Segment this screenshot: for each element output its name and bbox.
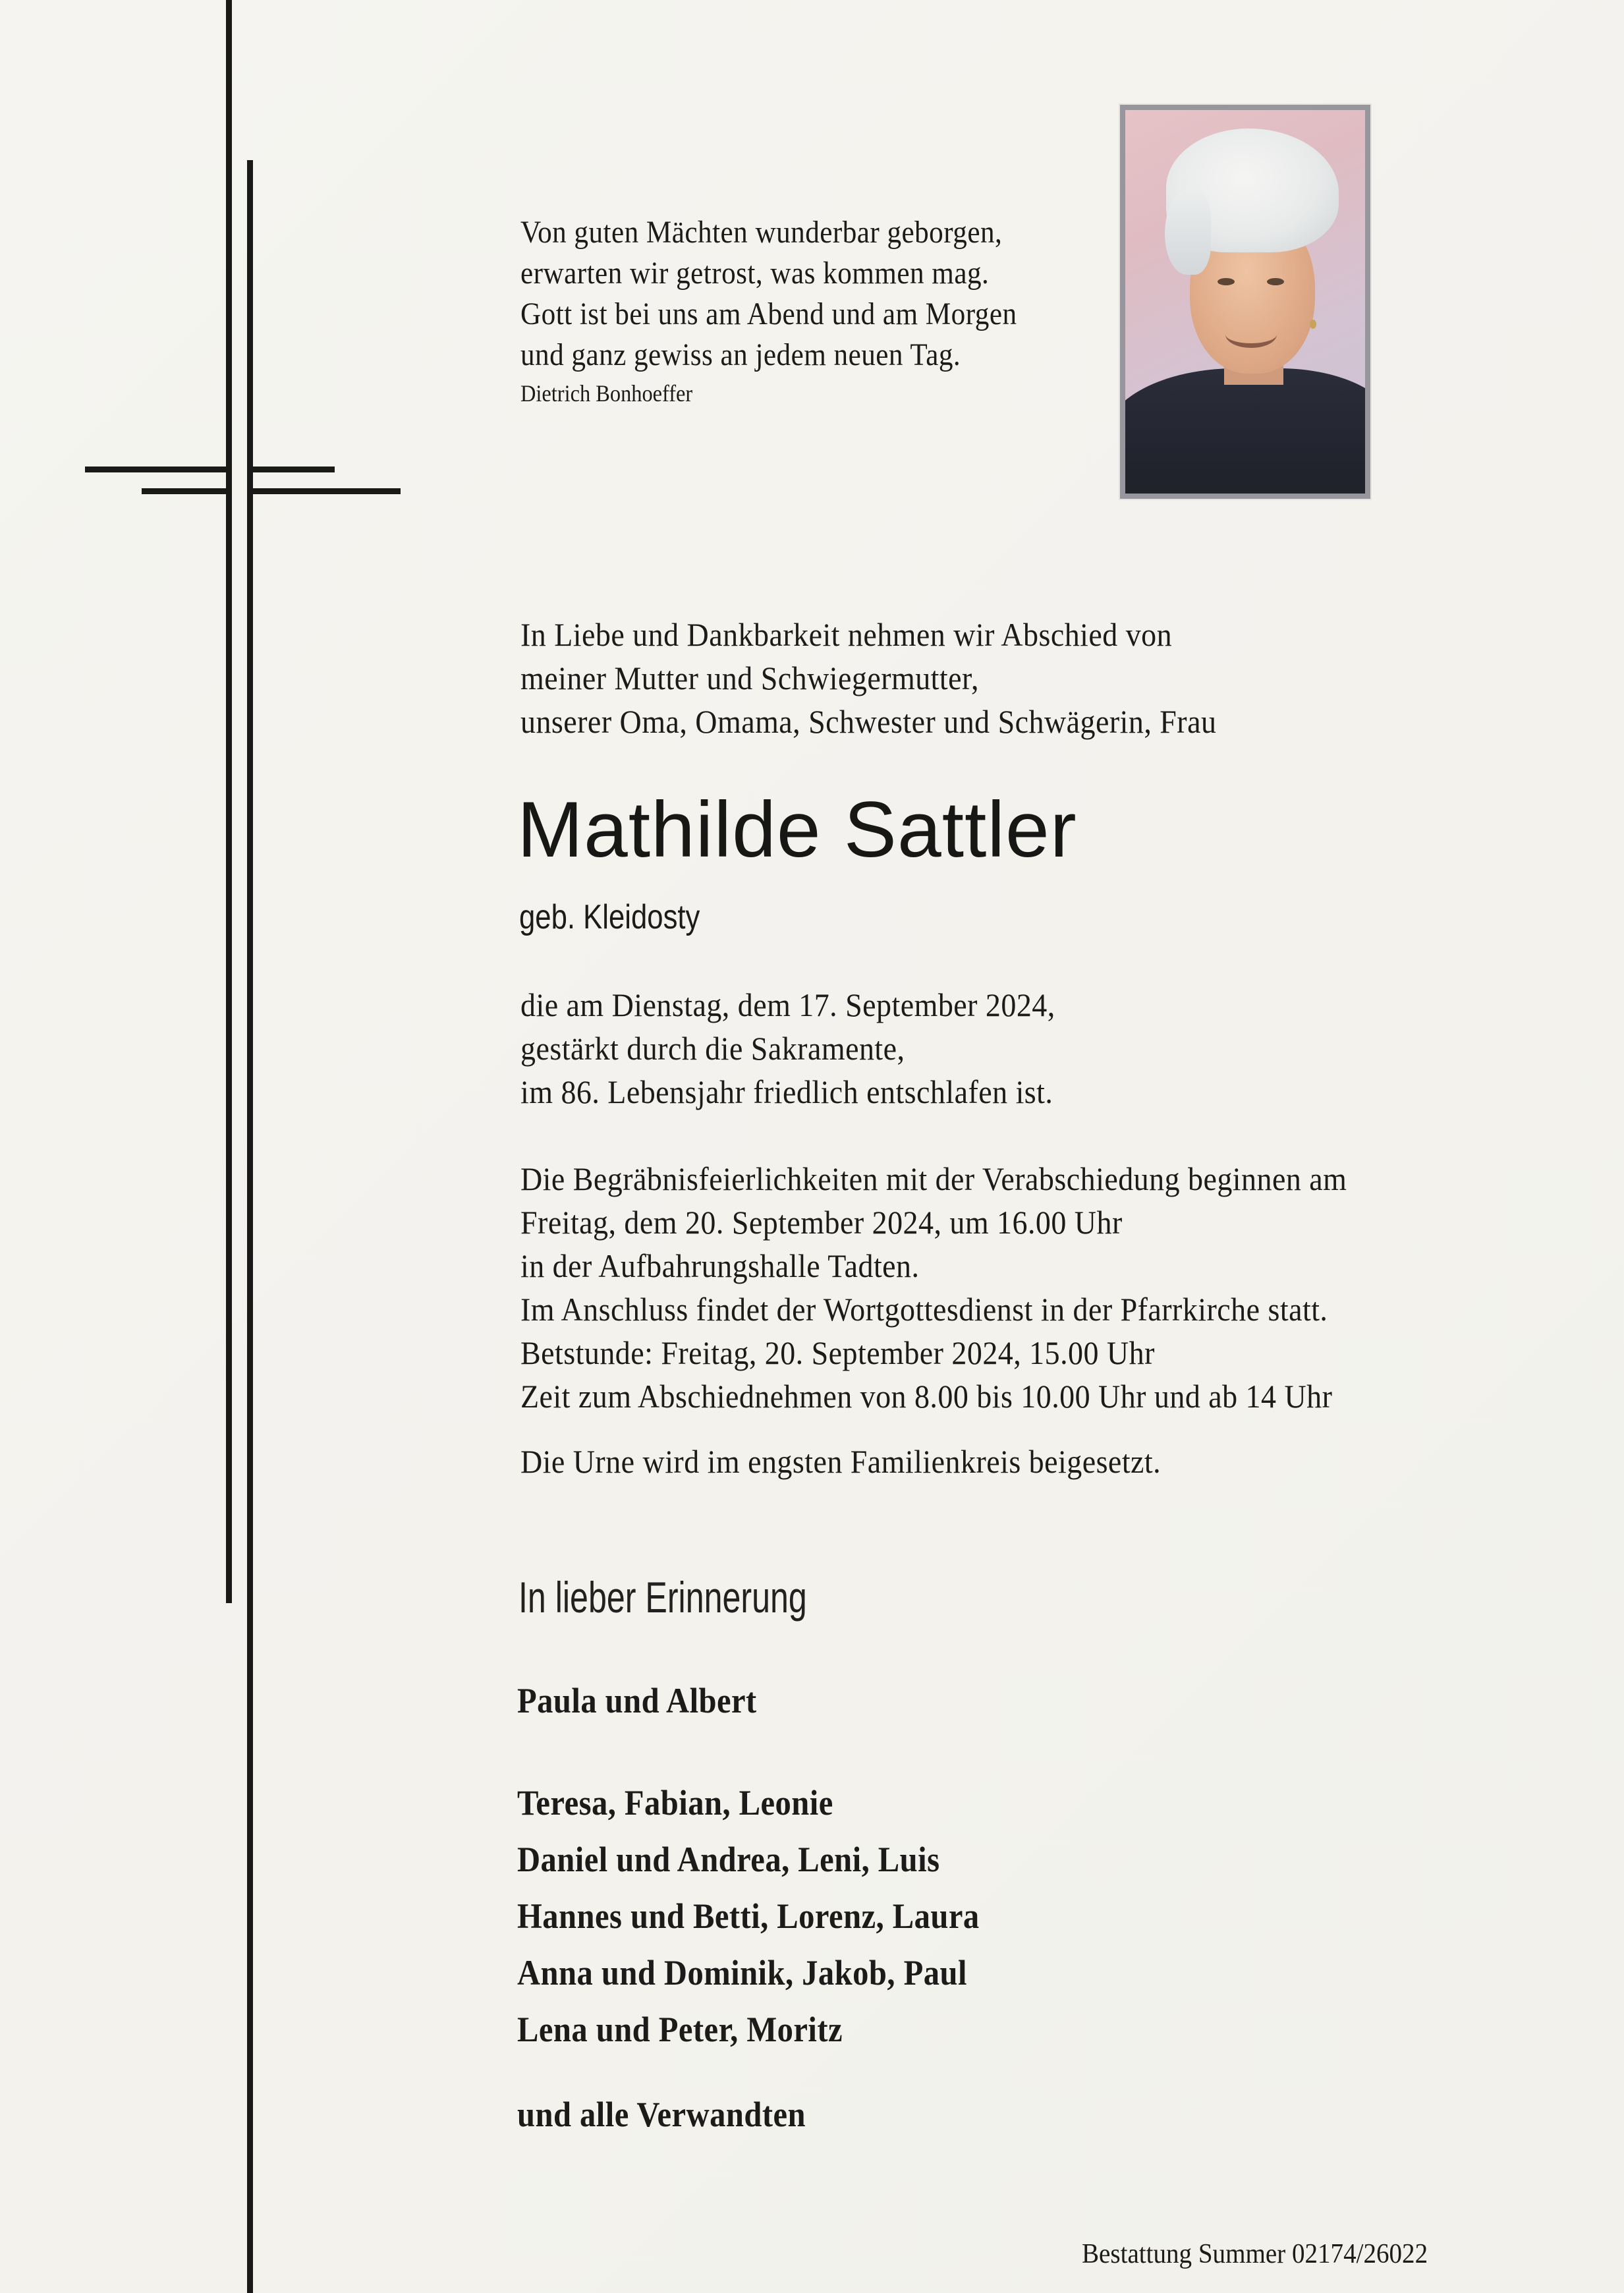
death-info-line: die am Dienstag, dem 17. September 2024, <box>520 986 1055 1023</box>
family-names-line: Lena und Peter, Moritz <box>517 2010 843 2049</box>
family-names-list <box>517 1774 980 2058</box>
closing-line: und alle Verwandten <box>517 2095 806 2134</box>
portrait-eye-left <box>1218 278 1235 285</box>
funeral-info-line: Im Anschluss findet der Wortgottesdienst in der Pfarrkirche statt. <box>520 1291 1328 1328</box>
quote-line: Gott ist bei uns am Abend und am Morgen <box>520 297 1017 331</box>
intro-line: meiner Mutter und Schwiegermutter, <box>520 660 979 696</box>
quote-line: und ganz gewiss an jedem neuen Tag. <box>520 337 961 372</box>
prayer-info-line: Zeit zum Abschiednehmen von 8.00 bis 10.00 Uhr und ab 14 Uhr <box>520 1378 1333 1415</box>
portrait-hair-side <box>1165 189 1211 275</box>
maiden-name: geb. Kleidosty <box>519 898 700 936</box>
cross-vertical-line-left <box>226 0 232 1603</box>
funeral-info-block <box>520 1157 1347 1331</box>
funeral-info-line: Freitag, dem 20. September 2024, um 16.00 Uhr <box>520 1204 1123 1241</box>
intro-block <box>520 613 1216 743</box>
funeral-info-line: in der Aufbahrungshalle Tadten. <box>520 1247 920 1284</box>
portrait-earring <box>1310 320 1316 329</box>
family-names-line: Hannes und Betti, Lorenz, Laura <box>517 1896 980 1936</box>
quote-attribution: Dietrich Bonhoeffer <box>520 380 693 407</box>
portrait-eye-right <box>1267 278 1284 285</box>
cross-horizontal-lower-right <box>253 488 401 494</box>
prayer-info-block <box>520 1331 1332 1418</box>
cross-horizontal-upper-left <box>85 467 226 472</box>
cross-horizontal-lower-left <box>142 488 226 494</box>
remembrance-heading: In lieber Erinnerung <box>518 1573 807 1622</box>
family-names-line: Anna und Dominik, Jakob, Paul <box>517 1953 967 1993</box>
quote-line: Von guten Mächten wunderbar geborgen, <box>520 215 1003 250</box>
portrait-smile <box>1225 321 1277 348</box>
portrait-clothing <box>1120 368 1370 499</box>
cross-horizontal-upper-right <box>253 467 335 472</box>
deceased-name: Mathilde Sattler <box>517 785 1077 874</box>
family-names-line: Daniel und Andrea, Leni, Luis <box>517 1840 940 1879</box>
urn-note: Die Urne wird im engsten Familienkreis beigesetzt. <box>520 1443 1162 1480</box>
death-info-line: im 86. Lebensjahr friedlich entschlafen ist. <box>520 1073 1053 1110</box>
cross-vertical-line-right <box>247 160 253 2293</box>
quote-line: erwarten wir getrost, was kommen mag. <box>520 256 990 291</box>
intro-line: unserer Oma, Omama, Schwester und Schwägerin, Frau <box>520 703 1217 740</box>
quote-block <box>520 212 1017 376</box>
portrait-photo <box>1120 105 1370 499</box>
family-names-line: Teresa, Fabian, Leonie <box>517 1783 833 1823</box>
mourner-names: Paula und Albert <box>517 1681 757 1720</box>
death-info-line: gestärkt durch die Sakramente, <box>520 1030 905 1067</box>
prayer-info-line: Betstunde: Freitag, 20. September 2024, 15.00 Uhr <box>520 1334 1155 1371</box>
funeral-home-footer: Bestattung Summer 02174/26022 <box>1082 2239 1428 2269</box>
intro-line: In Liebe und Dankbarkeit nehmen wir Abschied von <box>520 616 1173 653</box>
death-info-block <box>520 983 1055 1114</box>
funeral-info-line: Die Begräbnisfeierlichkeiten mit der Verabschiedung beginnen am <box>520 1160 1347 1197</box>
